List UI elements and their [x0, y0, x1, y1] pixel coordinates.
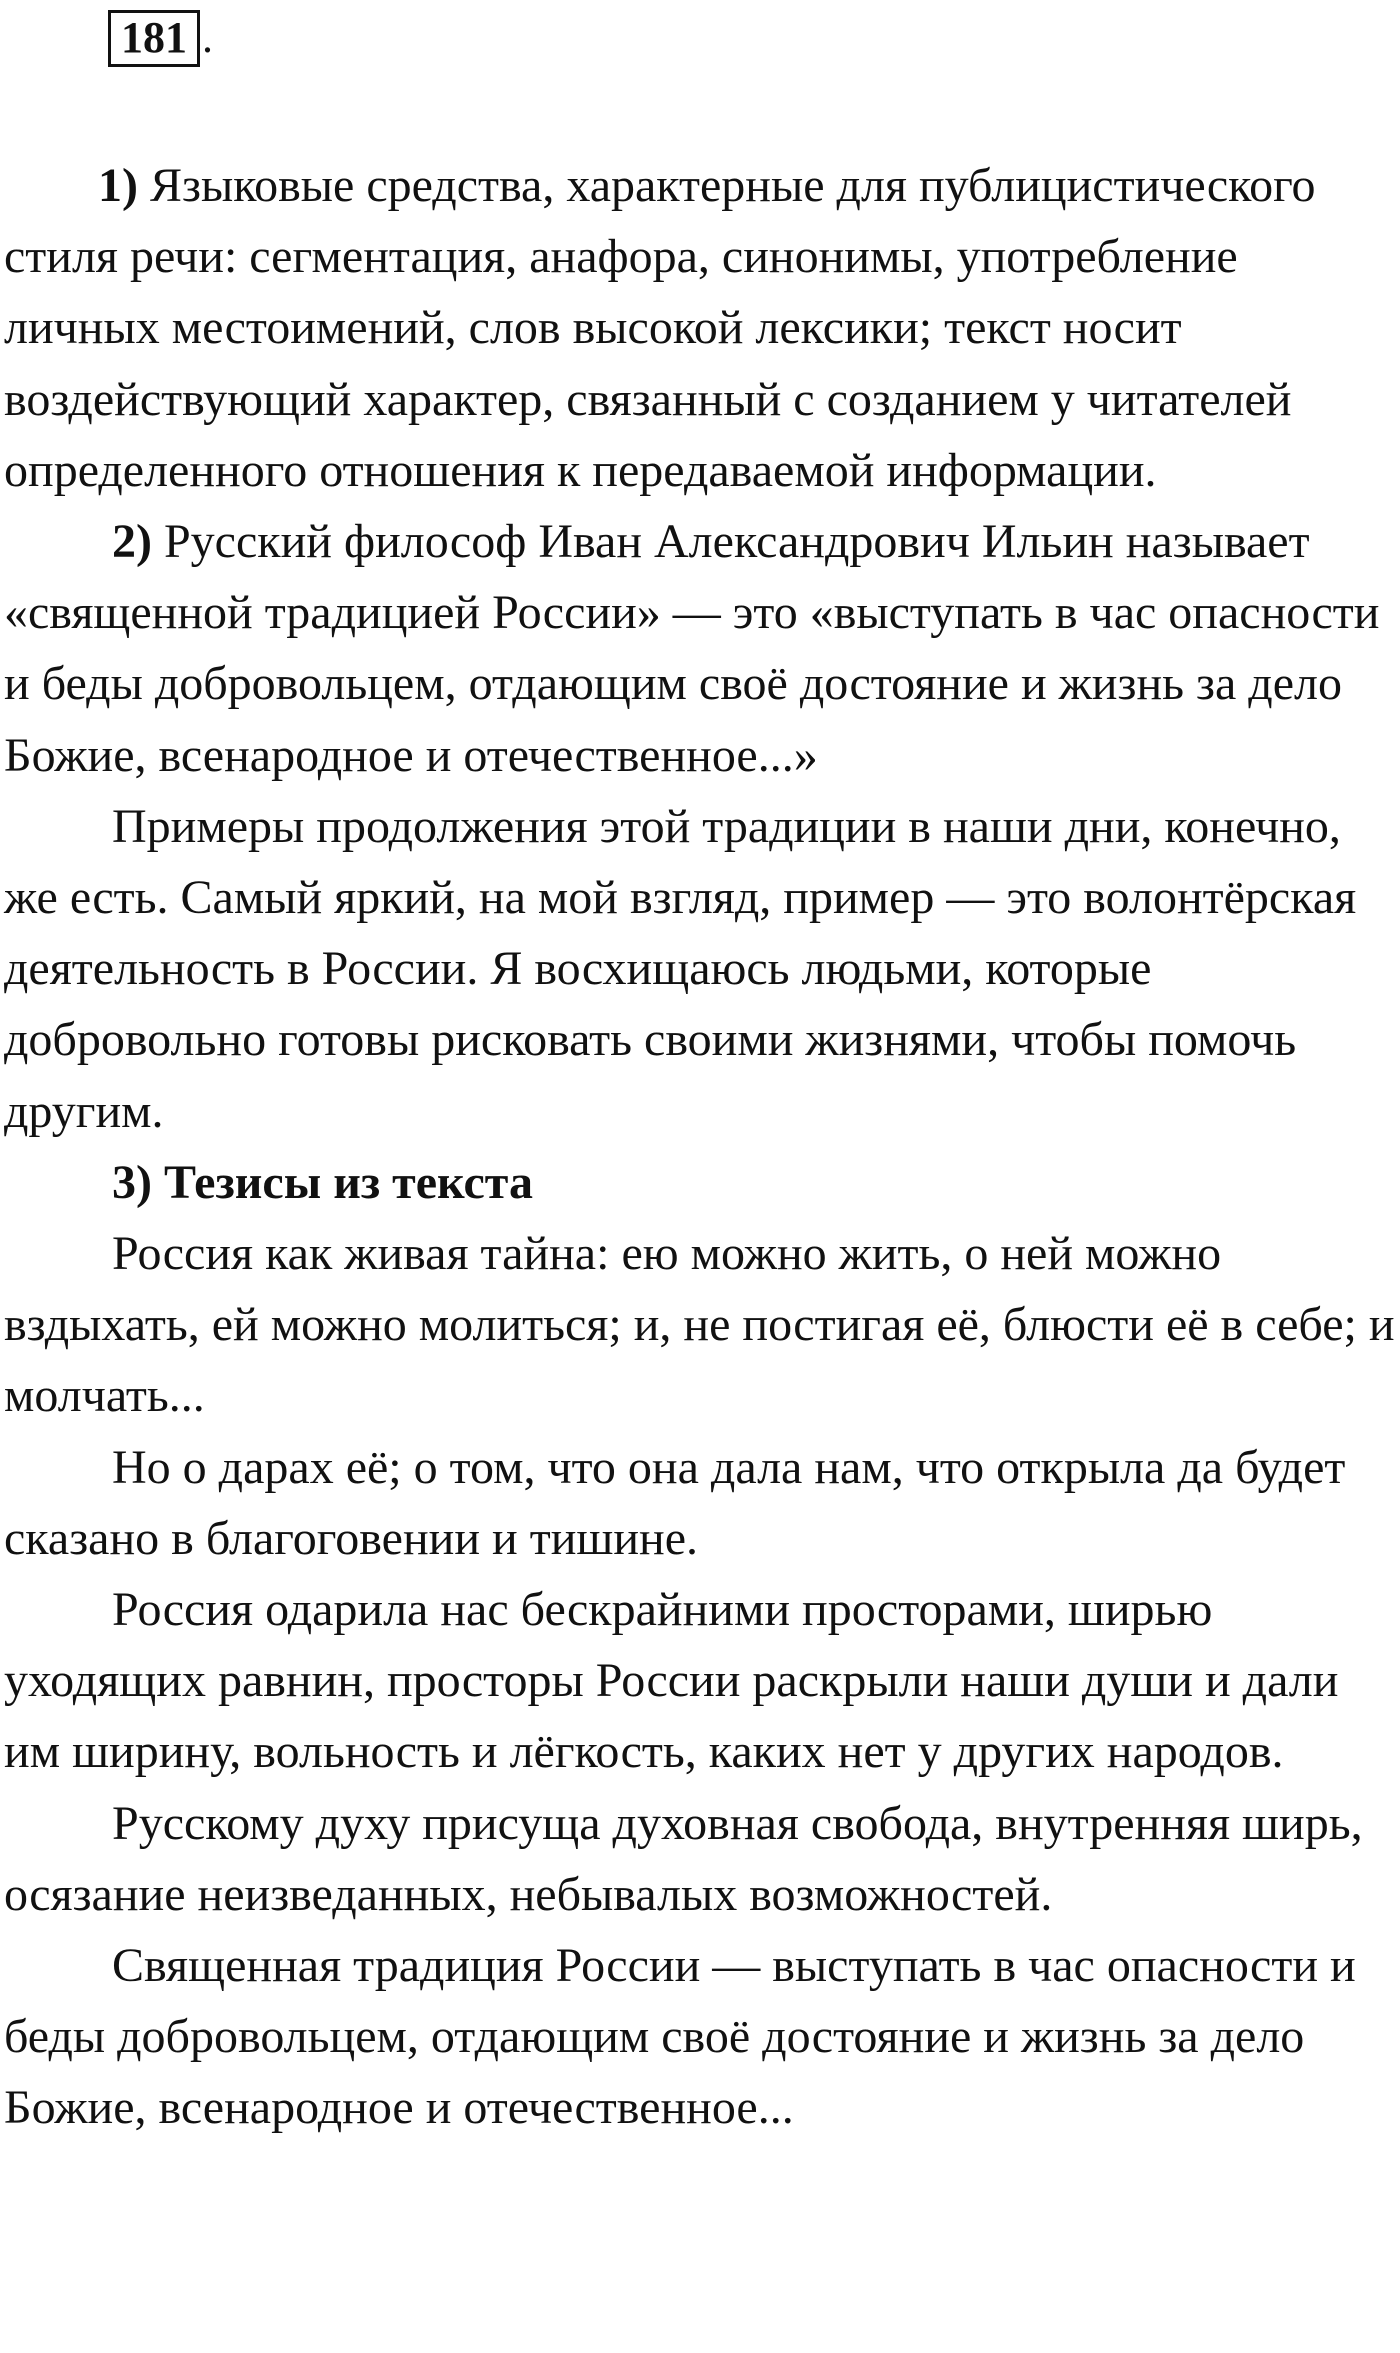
paragraph-text: Языковые средства, характерные для публицистического стиля речи: сегментация, анафора, синонимы, употребление личных местоимений, слов высокой лексики; текст носит воздействующий характер, связанный с созданием у читателей определенного отношения к передаваемой информации.	[4, 159, 1316, 497]
section-heading-text: 3) Тезисы из текста	[112, 1155, 533, 1209]
paragraph-item-2	[4, 506, 1398, 791]
item-marker: 1)	[98, 159, 138, 212]
paragraph: Священная традиция России — выступать в час опасности и беды добровольцем, отдающим своё достояние и жизнь за дело Божие, всенародное и отечественное...	[4, 1939, 1356, 2135]
paragraph: Русскому духу присуща духовная свобода, внутренняя ширь, осязание неизведанных, небывалых возможностей.	[4, 1796, 1363, 1921]
paragraph-item-1	[4, 150, 1398, 506]
paragraph: Но о дарах её; о том, что она дала нам, что открыла да будет сказано в благоговении и тишине.	[4, 1440, 1346, 1565]
exercise-number-box: 181	[108, 10, 200, 67]
paragraph-text: Русский философ Иван Александрович Ильин называет «священной традицией России» — это «выступать в час опасности и беды добровольцем, отдающим своё достояние и жизнь за дело Божие, всенародное и отечественное...»	[4, 515, 1380, 782]
paragraph: Примеры продолжения этой традиции в наши дни, конечно, же есть. Самый яркий, на мой взгляд, пример — это волонтёрская деятельность в России. Я восхищаюсь людьми, которые добровольно готовы рисковать своими жизнями, чтобы помочь другим.	[4, 799, 1357, 1138]
answer-text	[4, 150, 1398, 2144]
paragraph: Россия одарила нас бескрайними просторами, ширью уходящих равнин, просторы России раскрыли наши души и дали им ширину, вольность и лёгкость, каких нет у других народов.	[4, 1583, 1339, 1779]
exercise-number	[108, 10, 213, 67]
item-marker: 2)	[112, 515, 152, 569]
exercise-number-punct: .	[202, 13, 213, 62]
section-heading	[4, 1147, 1398, 1218]
paragraph: Россия как живая тайна: ею можно жить, о ней можно вздыхать, ей можно молиться; и, не постигая её, блюсти её в себе; и молчать...	[4, 1227, 1395, 1423]
